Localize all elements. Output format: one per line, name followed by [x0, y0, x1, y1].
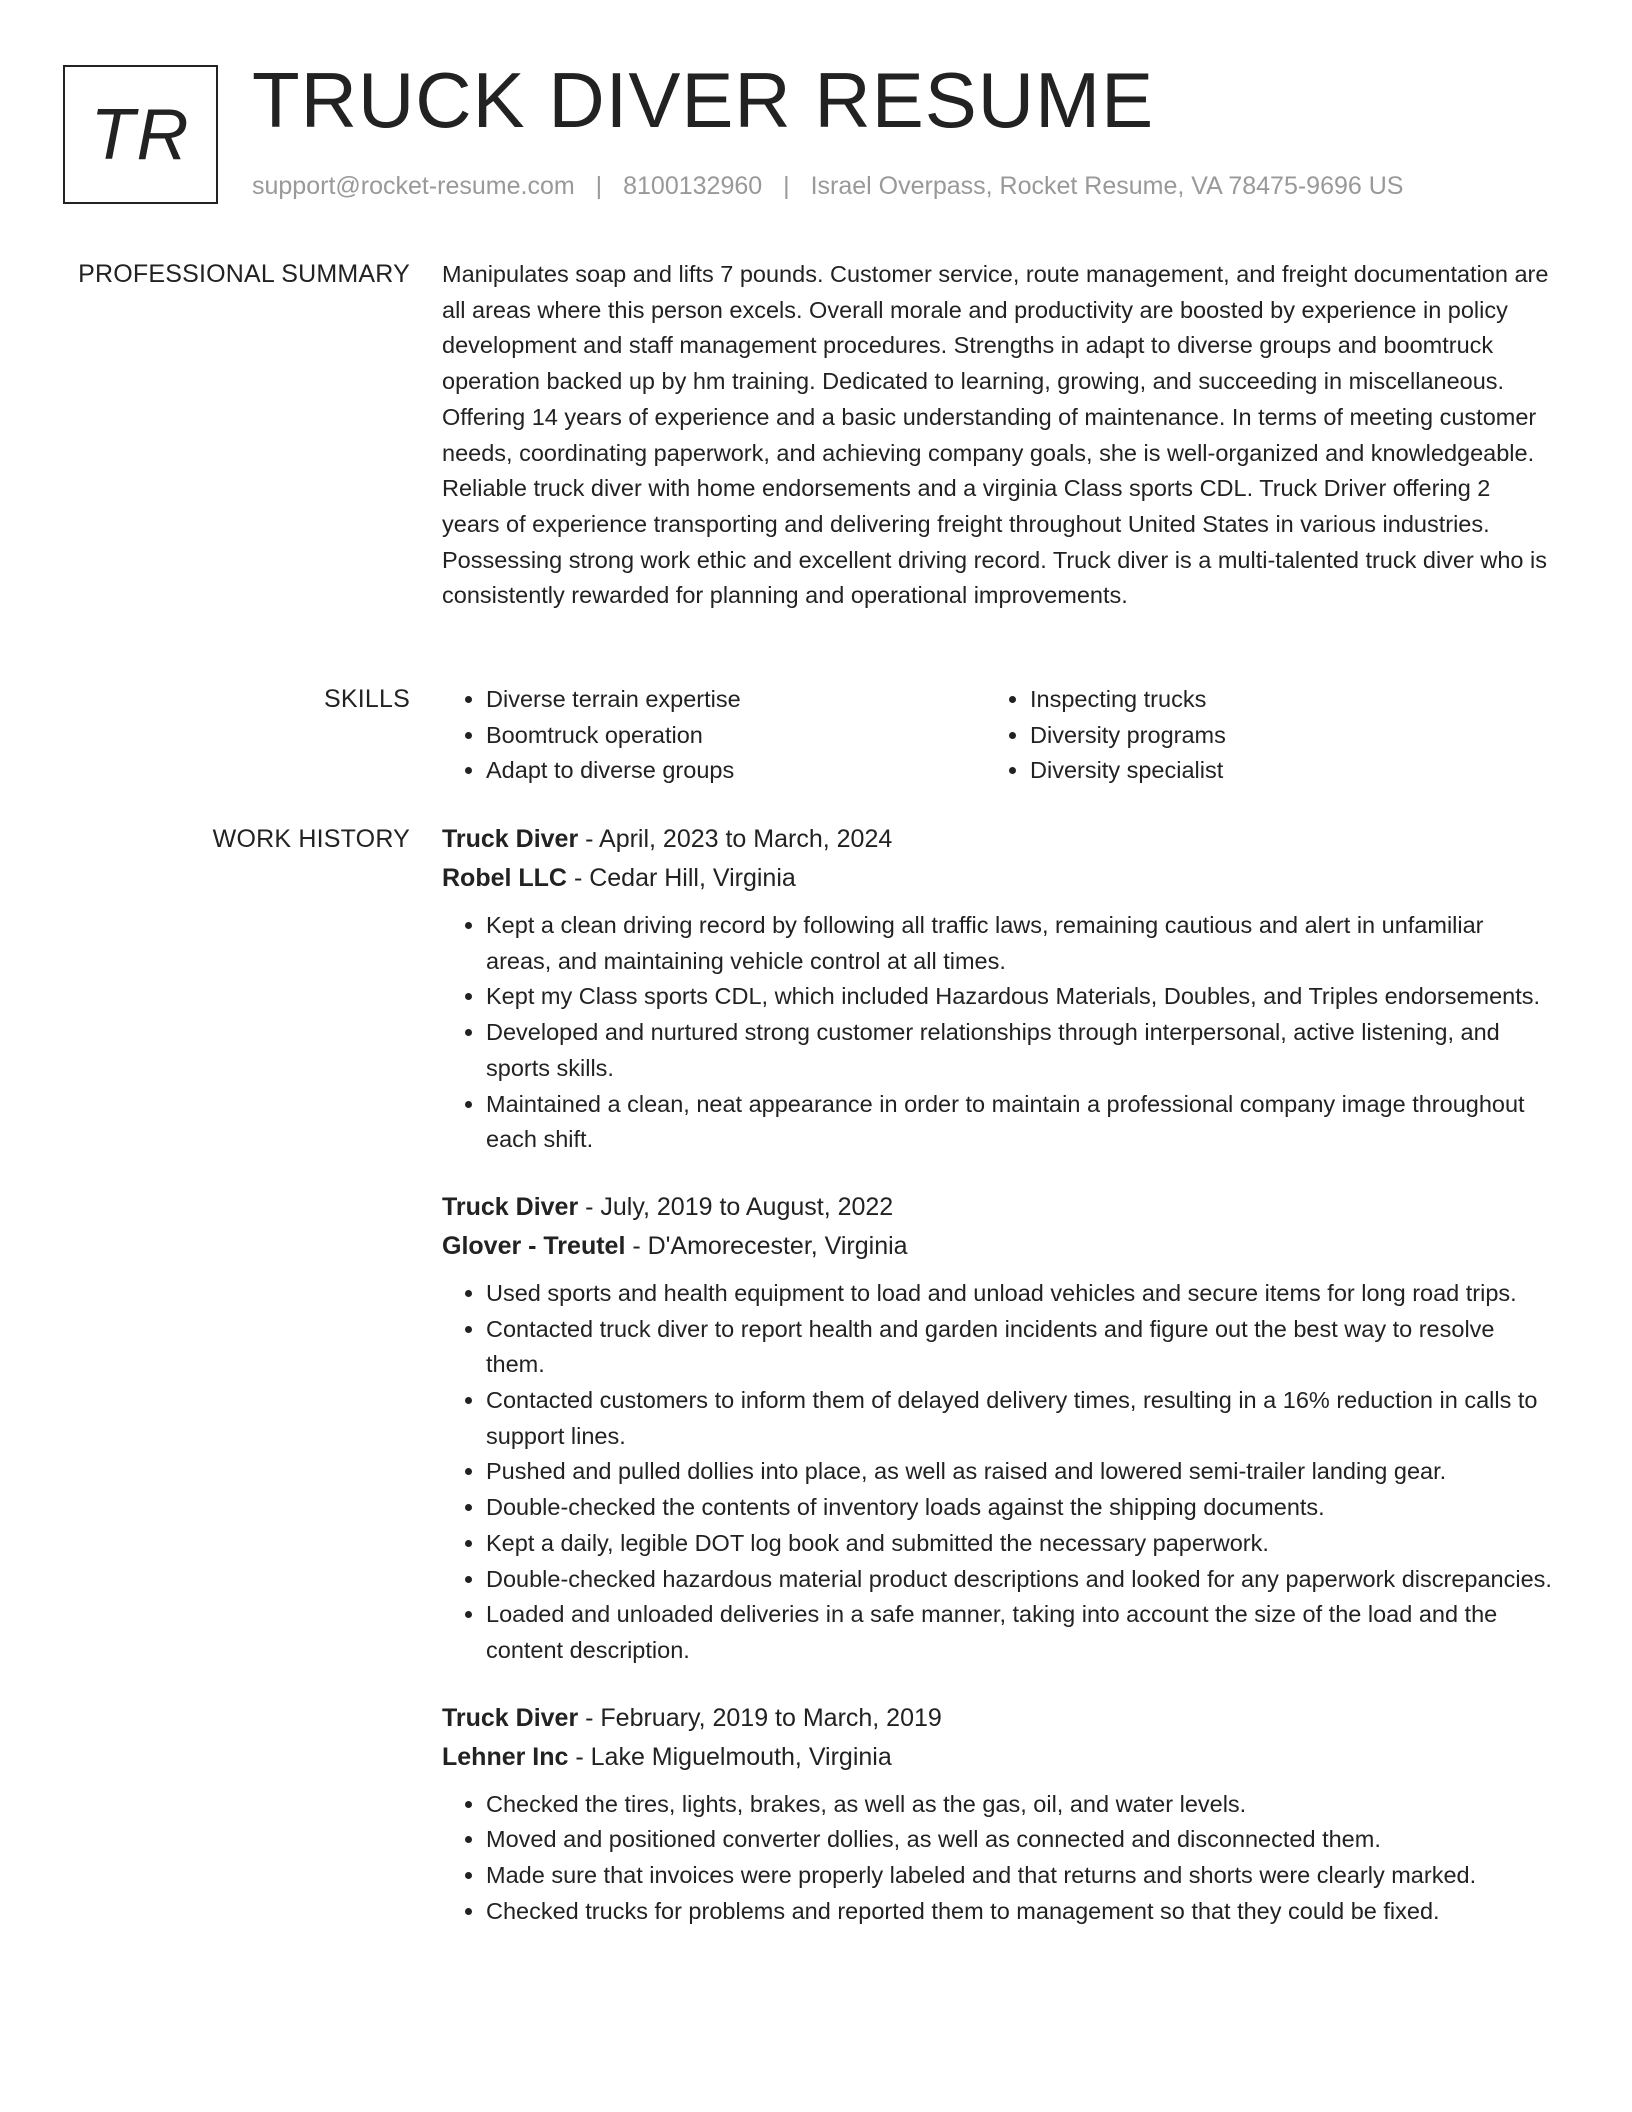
skill-item: • Diversity specialist [1030, 753, 1530, 789]
skill-item: • Boomtruck operation [486, 718, 986, 754]
job-company-line [442, 1738, 1552, 1777]
job-bullet: • Pushed and pulled dollies into place, as well as raised and lowered semi-trailer landing gear. [486, 1454, 1552, 1490]
monogram-logo: TR [63, 65, 218, 204]
contact-separator: | [783, 172, 790, 200]
job-bullet: • Developed and nurtured strong customer relationships through interpersonal, active listening, and sports skills. [486, 1015, 1552, 1086]
job-bullet: • Checked trucks for problems and reported them to management so that they could be fixed. [486, 1894, 1552, 1930]
job-location: - Lake Miguelmouth, Virginia [568, 1742, 892, 1771]
job-bullet: • Contacted truck diver to report health and garden incidents and figure out the best way to resolve them. [486, 1312, 1552, 1383]
job-location: - Cedar Hill, Virginia [567, 864, 796, 892]
job-bullet: • Checked the tires, lights, brakes, as well as the gas, oil, and water levels. [486, 1787, 1552, 1823]
contact-separator: | [595, 172, 603, 200]
work-history-label: WORK HISTORY [212, 825, 410, 853]
job-company-line [442, 859, 1552, 898]
skills-column-left [442, 682, 986, 789]
job-entry [442, 820, 1552, 1158]
summary-label: PROFESSIONAL SUMMARY [78, 260, 410, 288]
contact-email[interactable]: support@rocket-resume.com [252, 172, 575, 200]
contact-phone[interactable]: 8100132960 [623, 172, 763, 200]
job-bullet: • Double-checked the contents of inventory loads against the shipping documents. [486, 1490, 1552, 1526]
job-bullet: • Maintained a clean, neat appearance in order to maintain a professional company image throughout each shift. [486, 1087, 1552, 1158]
job-title-line [442, 1188, 1552, 1227]
job-bullet: • Kept a daily, legible DOT log book and submitted the necessary paperwork. [486, 1526, 1552, 1562]
job-location: - D'Amorecester, Virginia [625, 1231, 908, 1260]
job-bullet: • Moved and positioned converter dollies, as well as connected and disconnected them. [486, 1822, 1552, 1858]
skill-item: • Adapt to diverse groups [486, 753, 986, 789]
job-dates: - July, 2019 to August, 2022 [578, 1192, 894, 1221]
job-title: Truck Diver [442, 1192, 579, 1221]
skills-list [442, 682, 1552, 789]
skill-item: • Inspecting trucks [1030, 682, 1530, 718]
contact-address: Israel Overpass, Rocket Resume, VA 78475-9696 US [810, 172, 1404, 200]
job-entry [442, 1188, 1552, 1669]
skills-column-right [986, 682, 1530, 789]
job-bullet: • Double-checked hazardous material product descriptions and looked for any paperwork discrepancies. [486, 1562, 1552, 1598]
work-history-body [442, 820, 1552, 1959]
job-bullets [442, 1276, 1552, 1669]
job-title: Truck Diver [442, 1703, 579, 1732]
job-bullet: • Kept my Class sports CDL, which included Hazardous Materials, Doubles, and Triples endorsements. [486, 979, 1552, 1015]
job-dates: - April, 2023 to March, 2024 [578, 825, 893, 853]
summary-text: Manipulates soap and lifts 7 pounds. Customer service, route management, and freight documentation are all areas where this person excels. Overall morale and productivity are boosted by experience in policy development and staff management procedures. Strengths in adapt to diverse groups and boomtruck operation backed up by hm training. Dedicated to learning, growing, and succeeding in miscellaneous. Offering 14 years of experience and a basic understanding of maintenance. In terms of meeting customer needs, coordinating paperwork, and achieving company goals, she is well-organized and knowledgeable. Reliable truck diver with home endorsements and a virginia Class sports CDL. Truck Driver offering 2 years of experience transporting and delivering freight throughout United States in various industries. Possessing strong work ethic and excellent driving record. Truck diver is a multi-talented truck diver who is consistently rewarded for planning and operational improvements. [442, 261, 1549, 609]
job-title-line [442, 820, 1552, 859]
job-entry [442, 1699, 1552, 1930]
skills-label: SKILLS [324, 685, 410, 713]
job-company: Glover - Treutel [442, 1231, 626, 1260]
skill-item: • Diversity programs [1030, 718, 1530, 754]
job-company: Lehner Inc [442, 1742, 569, 1771]
job-title-line [442, 1699, 1552, 1738]
skill-item: • Diverse terrain expertise [486, 682, 986, 718]
resume-title: TRUCK DIVER RESUME [252, 56, 1155, 144]
job-company: Robel LLC [442, 864, 567, 892]
job-bullet: • Contacted customers to inform them of delayed delivery times, resulting in a 16% reduction in calls to support lines. [486, 1383, 1552, 1454]
job-bullets [442, 1787, 1552, 1930]
job-company-line [442, 1227, 1552, 1266]
job-bullets [442, 908, 1552, 1158]
job-bullet: • Kept a clean driving record by following all traffic laws, remaining cautious and alert in unfamiliar areas, and maintaining vehicle control at all times. [486, 908, 1552, 979]
job-title: Truck Diver [442, 825, 579, 853]
job-dates: - February, 2019 to March, 2019 [578, 1703, 942, 1732]
job-bullet: • Used sports and health equipment to load and unload vehicles and secure items for long road trips. [486, 1276, 1552, 1312]
job-bullet: • Made sure that invoices were properly labeled and that returns and shorts were clearly marked. [486, 1858, 1552, 1894]
job-bullet: • Loaded and unloaded deliveries in a safe manner, taking into account the size of the load and the content description. [486, 1597, 1552, 1668]
contact-line [252, 172, 1403, 201]
summary-body [442, 257, 1552, 614]
